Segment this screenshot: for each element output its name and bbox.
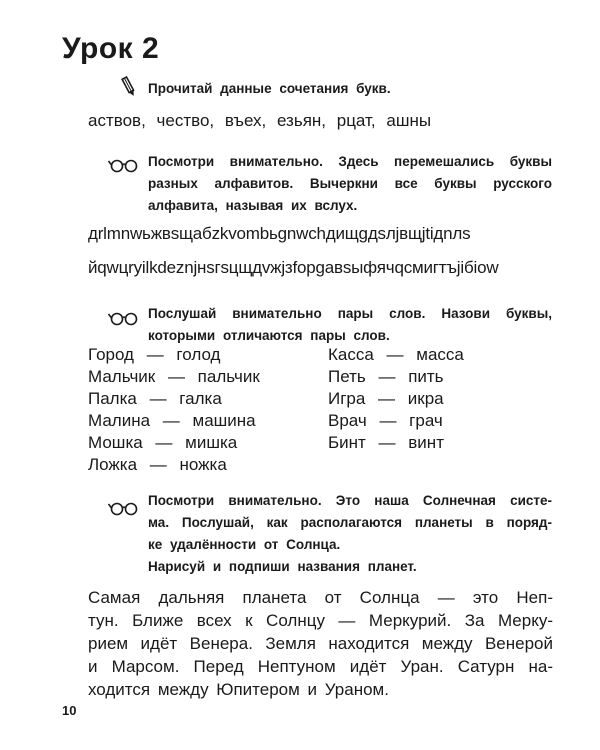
paragraph-line: тун. Ближе всех к Солнцу — Меркурий. За Мерку- — [88, 611, 553, 630]
paragraph-line: рием идёт Венера. Земля находится между Венерой — [88, 634, 553, 653]
task2-instruction-line: алфавита, называя их вслух. — [148, 198, 358, 213]
mixed-letters-row-2: йqwцryilkdeznjнsгsцщдvжjзfopgaвsыфячqсмигтъjiбiow — [88, 258, 499, 277]
task3-instruction — [148, 303, 552, 347]
task3-instruction-line: которыми отличаются пары слов. — [148, 328, 390, 343]
task3-instruction-line: Послушай внимательно пары слов. Назови буквы, — [148, 306, 552, 321]
word-pair: Петь — пить — [328, 367, 444, 386]
word-pair: Касса — масса — [328, 345, 464, 364]
lesson-title: Урок 2 — [62, 32, 160, 65]
word-pair: Врач — грач — [328, 411, 443, 430]
word-pair: Мальчик — пальчик — [88, 367, 260, 386]
letter-combinations: аствов, чество, въех, езьян, рцат, ашны — [88, 111, 432, 130]
task4-instruction-extra: Нарисуй и подпиши названия планет. — [148, 559, 417, 574]
word-pair: Ложка — ножка — [88, 455, 227, 474]
word-pair: Бинт — винт — [328, 433, 444, 452]
task4-instruction — [148, 490, 552, 578]
paragraph-line: Самая дальняя планета от Солнца — это Неп- — [88, 588, 553, 607]
word-pair: Малина — машина — [88, 411, 256, 430]
pencil-icon — [118, 76, 140, 98]
task2-instruction-line: Посмотри внимательно. Здесь перемешались буквы — [148, 154, 552, 169]
paragraph-line: и Марсом. Перед Нептуном идёт Уран. Сатурн на- — [88, 657, 553, 676]
task1-instruction: Прочитай данные сочетания букв. — [148, 81, 391, 96]
glasses-icon — [108, 157, 140, 173]
solar-system-paragraph — [88, 586, 553, 701]
task4-instruction-line: ке удалённости от Солнца. — [148, 537, 341, 552]
task2-instruction-line: разных алфавитов. Вычеркни все буквы русского — [148, 176, 552, 191]
word-pair: Палка — галка — [88, 389, 222, 408]
task4-instruction-line: Посмотри внимательно. Это наша Солнечная систе- — [148, 493, 552, 508]
word-pair: Город — голод — [88, 345, 221, 364]
word-pair: Мошка — мишка — [88, 433, 238, 452]
glasses-icon — [108, 500, 140, 516]
page-number: 10 — [62, 703, 77, 718]
word-pairs-left — [88, 344, 260, 476]
glasses-icon — [108, 310, 140, 326]
paragraph-line: ходится между Юпитером и Ураном. — [88, 680, 389, 699]
task4-instruction-line: ма. Послушай, как располагаются планеты в поряд- — [148, 515, 552, 530]
word-pair: Игра — икра — [328, 389, 444, 408]
word-pairs-right — [328, 344, 464, 454]
task2-instruction — [148, 151, 552, 217]
mixed-letters-row-1: дrlmnwьжвsщaбzkvombьgnwchдищgдsлjвщjtiдnлs — [88, 224, 471, 243]
